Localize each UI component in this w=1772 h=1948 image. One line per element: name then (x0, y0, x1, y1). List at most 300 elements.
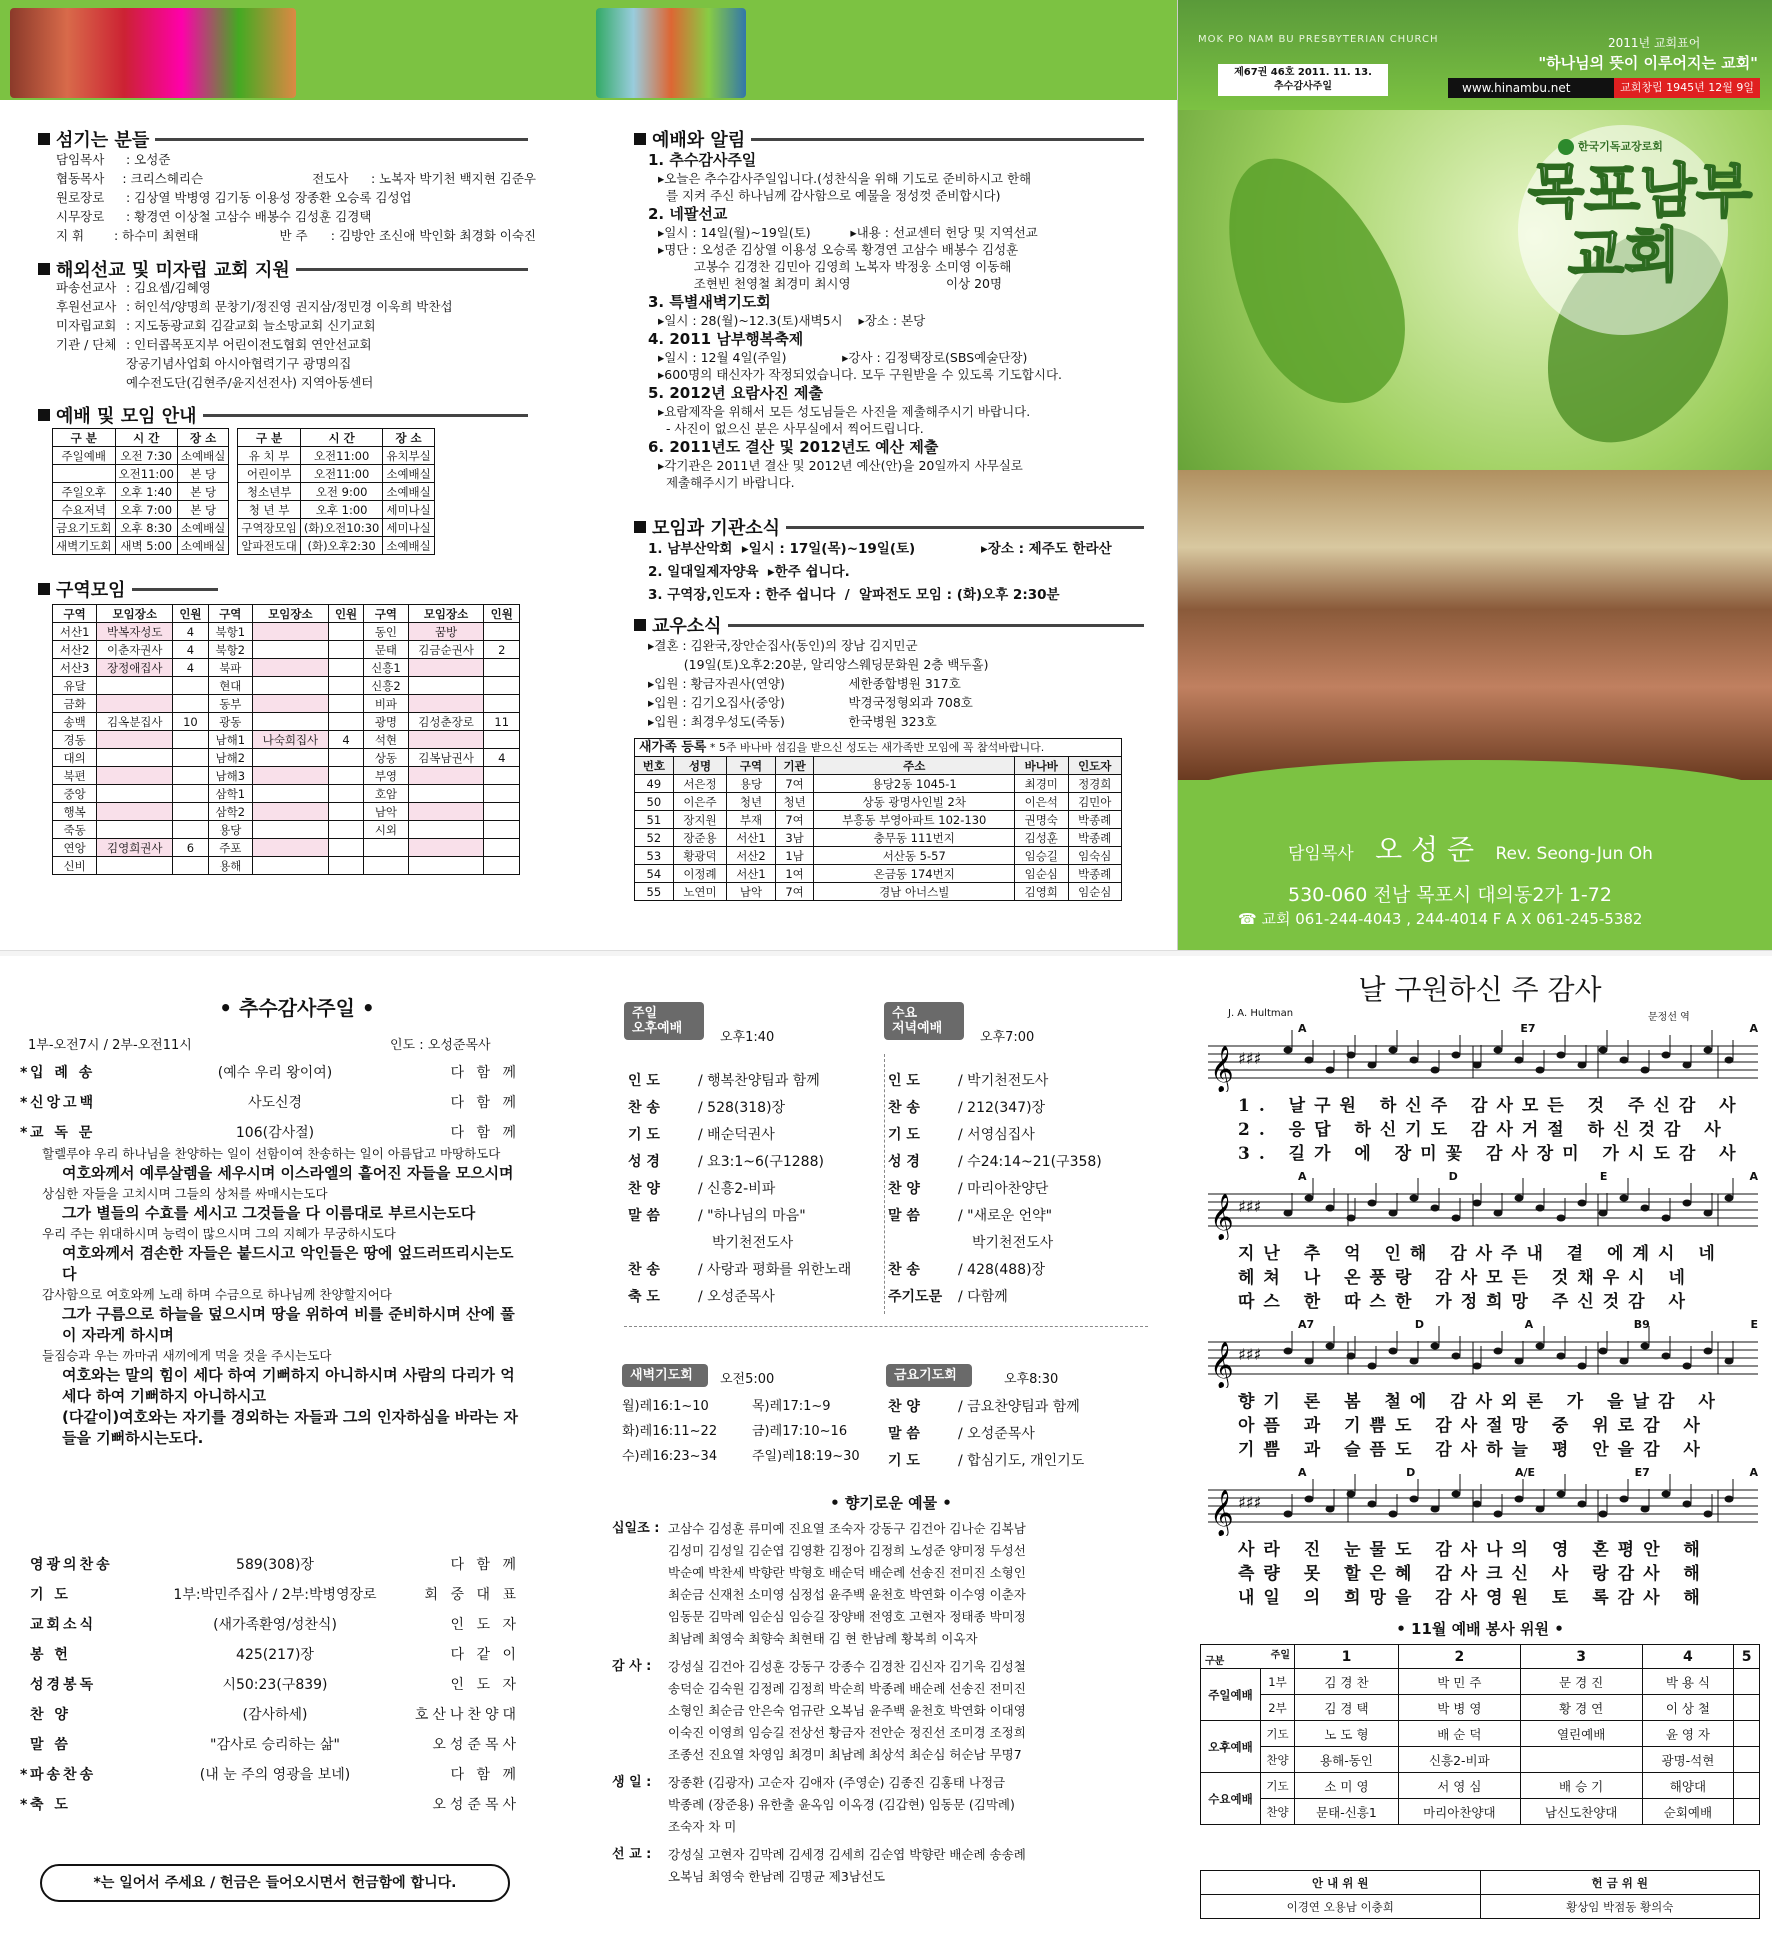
sunday-pm-label: 주일 오후예배 (624, 1002, 704, 1040)
table-cell: 6 (173, 839, 208, 857)
table-cell (328, 857, 363, 875)
announcement-line: ▸오늘은 추수감사주일입니다.(성찬식을 위해 기도로 준비하시고 한해 (658, 171, 1032, 186)
table-cell: 서산1 (53, 623, 97, 641)
reading-people: 여호와는 말의 힘이 세다 하여 기뻐하지 아니하시며 사람의 다리가 억세다 하여 기뻐하지 아니하시고 (62, 1366, 515, 1405)
duty-cell: 마리아찬양대 (1398, 1799, 1520, 1825)
row-value: : 김요셉/김혜영 (126, 280, 211, 295)
table-cell (252, 803, 328, 821)
offering-group (612, 1844, 1178, 1888)
meetings-list (648, 538, 1158, 607)
duty-cell: 소 미 영 (1295, 1773, 1399, 1799)
service-label: 기 도 (888, 1127, 920, 1143)
mission-title: 해외선교 및 미자립 교회 지원 (38, 256, 528, 282)
offering-line: 최남례 최영숙 최향숙 최현태 김 현 한남례 황복희 이옥자 (668, 1631, 978, 1646)
order-right: 다 함 께 (450, 1125, 520, 1141)
service-label: 기 도 (628, 1127, 660, 1143)
row-label2: 반 주 (279, 228, 308, 243)
table-cell: 김금순권사 (408, 641, 484, 659)
table-cell (328, 767, 363, 785)
order-label: 찬 양 (30, 1707, 71, 1723)
service-label: 축 도 (628, 1289, 660, 1305)
table-cell: 51 (635, 811, 674, 829)
table-cell: 임숙심 (1068, 847, 1122, 865)
table-cell (97, 785, 173, 803)
row-value2: : 김방안 조신애 박인화 최경화 이숙진 (330, 228, 536, 243)
table-cell: 1남 (775, 847, 814, 865)
table-cell: 오전11:00 (300, 465, 382, 483)
duty-cell: 박 민 주 (1398, 1669, 1520, 1695)
announcement-line: 제출해주시기 바랍니다. (658, 475, 795, 490)
worship-row (53, 501, 229, 519)
dawn-readings (622, 1394, 882, 1469)
chord-symbol: A (1749, 1466, 1758, 1479)
table-cell (97, 767, 173, 785)
table-cell: 석현 (364, 731, 408, 749)
reading-leader: 할렐루야 우리 하나님을 찬양하는 일이 선함이여 찬송하는 일이 아름답고 마땅하도다 (42, 1146, 501, 1161)
duty-header-row (1201, 1645, 1760, 1669)
row-value: : 황경연 이상철 고삼수 배봉수 김성훈 김경택 (126, 209, 372, 224)
note-head (1683, 1200, 1692, 1207)
table-cell: 구역장모임 (238, 519, 301, 537)
worship-row (53, 519, 229, 537)
star-mark (20, 1670, 30, 1700)
announcement-line: 를 지켜 주신 하나님께 감사함으로 예물을 정성껏 준비합시다) (658, 188, 1001, 203)
table-cell: 53 (635, 847, 674, 865)
district-row (53, 713, 520, 731)
fri-time: 오후8:30 (1004, 1372, 1059, 1387)
table-cell: 본 당 (177, 465, 228, 483)
newfamily-row (635, 865, 1122, 883)
note-head (1326, 1506, 1335, 1513)
star-mark (20, 1640, 30, 1670)
note-head (1284, 1511, 1293, 1518)
order-items-top (20, 1058, 530, 1148)
table-cell (252, 821, 328, 839)
duty-sub: 기도 (1261, 1773, 1295, 1799)
header-row (53, 605, 520, 623)
duty-sub: 1부 (1261, 1669, 1295, 1695)
offerings-list (612, 1518, 1178, 1894)
chord-row (1298, 1170, 1758, 1183)
table-cell: (화)오후2:30 (300, 537, 382, 555)
district-title: 구역모임 (38, 576, 218, 602)
table-cell: 중앙 (53, 785, 97, 803)
offering-names (668, 1656, 1026, 1766)
worship-title: 예배 및 모임 안내 (38, 402, 528, 428)
announcement-heading: 4. 2011 남부행복축제 (648, 330, 804, 348)
inside-left-page (0, 0, 1178, 954)
announcement-line: ▸일시 : 14일(월)~19일(토) ▸내용 : 선교센터 헌당 및 지역선교 (658, 225, 1038, 240)
duty-cell: 박 용 식 (1642, 1669, 1734, 1695)
note-head (1284, 1348, 1293, 1355)
table-cell (328, 749, 363, 767)
duty-cell: 열린예배 (1520, 1721, 1642, 1747)
service-value: / 다함께 (958, 1289, 1008, 1305)
note-head (1305, 1057, 1314, 1064)
order-item (20, 1088, 530, 1118)
table-cell: 북편 (53, 767, 97, 785)
service-row (628, 1230, 888, 1257)
service-row (628, 1176, 888, 1203)
table-cell: 삼학2 (208, 803, 252, 821)
duty-cell: 용해-동인 (1295, 1747, 1399, 1773)
note-head (1284, 1210, 1293, 1217)
table-cell: 삼학1 (208, 785, 252, 803)
table-cell (97, 821, 173, 839)
offering-line: 이숙진 이영희 임승길 전상선 황금자 전안순 정진선 조미경 조정희 (668, 1725, 1026, 1740)
order-label: 봉 헌 (30, 1647, 71, 1663)
wed-label: 수요 저녁예배 (884, 1002, 964, 1040)
table-cell: 서산2 (53, 641, 97, 659)
column-header: 인원 (173, 605, 208, 623)
offering-line: 오복님 최영숙 한남례 김명균 제3남선도 (668, 1869, 886, 1884)
table-cell: 임순심 (1068, 883, 1122, 901)
duty-cell (1734, 1721, 1760, 1747)
table-cell: 임순심 (1015, 865, 1068, 883)
note-head (1305, 1195, 1314, 1202)
table-cell (97, 803, 173, 821)
lyric-line: 1. 날구원 하신주 감사모든 것 주신감 사 (1238, 1096, 1745, 1116)
note-head (1368, 1200, 1377, 1207)
order-label: 신앙고백 (30, 1095, 97, 1111)
table-cell: 오전 9:00 (300, 483, 382, 501)
table-cell: 4 (173, 659, 208, 677)
order-right: 회 중 대 표 (424, 1587, 520, 1603)
district-row (53, 695, 520, 713)
row-label (56, 354, 126, 373)
table-cell: 주포 (208, 839, 252, 857)
order-item (20, 1760, 530, 1790)
table-cell: 오후 7:00 (115, 501, 177, 519)
table-cell: 50 (635, 793, 674, 811)
district-row (53, 821, 520, 839)
column-header: 장 소 (383, 429, 434, 447)
worship-row (238, 501, 434, 519)
reading-people: 여호와께서 겸손한 자들은 붙드시고 악인들은 땅에 엎드러뜨리시는도다 (62, 1244, 514, 1283)
service-label: 찬 송 (888, 1262, 920, 1278)
note-head (1620, 1358, 1629, 1365)
service-value: 박기천전도사 (972, 1235, 1054, 1251)
service-row (888, 1203, 1168, 1230)
table-cell: 노연미 (673, 883, 726, 901)
order-item (20, 1730, 530, 1760)
column-header: 장 소 (177, 429, 228, 447)
column-header: 성명 (673, 757, 726, 775)
offerings-title: • 향기로운 예물 • (830, 1494, 952, 1512)
table-cell (252, 713, 328, 731)
star-mark (20, 1610, 30, 1640)
row-value: : 인터콥목포지부 어린이전도협회 연안선교회 (126, 337, 372, 352)
service-label: 말 씀 (888, 1426, 920, 1442)
reading-people: 그가 별들의 수효를 세시고 그것들을 다 이름대로 부르시는도다 (62, 1204, 476, 1222)
offer-names: 황상임 박점동 황의숙 (1480, 1895, 1760, 1919)
table-cell (173, 785, 208, 803)
table-cell: 2 (484, 641, 520, 659)
reading-leader: 감사함으로 여호와께 노래 하며 수금으로 하나님께 찬양할지어다 (42, 1287, 392, 1302)
order-label: 교회소식 (30, 1617, 97, 1633)
order-item (20, 1670, 530, 1700)
note-head (1410, 1358, 1419, 1365)
table-cell: 금요기도회 (53, 519, 116, 537)
table-cell (484, 839, 520, 857)
table-cell: 54 (635, 865, 674, 883)
church-name-line1: 목포남부 (1528, 157, 1753, 225)
order-middle: (내 눈 주의 영광을 보네) (199, 1767, 351, 1783)
servers-list (56, 150, 536, 245)
worship-row (238, 447, 434, 465)
table-cell: 용당 (727, 775, 775, 793)
service-row (888, 1176, 1168, 1203)
offering-group (612, 1518, 1178, 1650)
star-mark (20, 1550, 30, 1580)
order-middle: 1부:박민주집사 / 2부:박병영장로 (173, 1587, 377, 1603)
row-label: 시무장로 (56, 209, 105, 224)
district-row (53, 803, 520, 821)
dawn-reading: 목)레17:1~9 (752, 1399, 831, 1414)
duty-cell: 노 도 형 (1295, 1721, 1399, 1747)
order-middle: 589(308)장 (236, 1557, 314, 1573)
order-items-bottom (20, 1550, 530, 1820)
column-header: 시 간 (115, 429, 177, 447)
table-cell: 남악 (364, 803, 408, 821)
chord-row (1298, 1318, 1758, 1331)
row-label (56, 373, 126, 392)
music-staff (1198, 1028, 1768, 1092)
chord-row (1298, 1466, 1758, 1479)
table-cell (328, 803, 363, 821)
announcements-title: 예배와 알림 (634, 126, 1144, 152)
offering-line: 최순금 신재천 소미영 심정섭 윤주백 윤천호 박연화 이수영 이춘자 (668, 1587, 1026, 1602)
row-label: 지 휘 (56, 228, 85, 243)
lyrics (1238, 1538, 1709, 1610)
table-cell: 용당2동 1045-1 (814, 775, 1015, 793)
lyrics (1238, 1094, 1745, 1166)
note-head (1368, 1062, 1377, 1069)
table-cell (328, 659, 363, 677)
note-head (1473, 1062, 1482, 1069)
service-row (888, 1421, 1168, 1448)
order-item (20, 1640, 530, 1670)
table-cell: 문태 (364, 641, 408, 659)
chord-symbol: A (1524, 1318, 1534, 1331)
note-head (1704, 1210, 1713, 1217)
newfamily-row (635, 793, 1122, 811)
star-mark (20, 1700, 30, 1730)
order-item (20, 1610, 530, 1640)
worship-row (53, 537, 229, 555)
worship-row (53, 465, 229, 483)
note-head (1431, 1343, 1440, 1350)
meeting-line: 3. 구역장,인도자 : 한주 쉽니다 / 알파전도 모임 : (화)오후 2:30분 (648, 587, 1060, 603)
row-value: 장공기념사업회 아시아협력기구 광명의집 (126, 356, 352, 371)
service-value: / 요3:1~6(구1288) (698, 1154, 824, 1170)
lyric-line: 내일 의 희망을 감사영원 토 록감사 해 (1238, 1588, 1709, 1608)
table-cell: 시외 (364, 821, 408, 839)
table-cell: 상동 (364, 749, 408, 767)
lyric-line: 향기 론 봄 철에 감사외론 가 을날감 사 (1238, 1392, 1724, 1412)
note-head (1515, 1496, 1524, 1503)
column-header: 구 분 (238, 429, 301, 447)
note-head (1704, 1047, 1713, 1054)
table-cell: 동인 (364, 623, 408, 641)
table-cell (484, 857, 520, 875)
table-cell: 유치부실 (383, 447, 434, 465)
offering-group (612, 1772, 1178, 1838)
table-cell (173, 857, 208, 875)
order-middle: 106(감사절) (235, 1125, 315, 1141)
seal-icon (1558, 139, 1574, 155)
news-title: 교우소식 (634, 612, 1144, 638)
key-signature-icon: ♯♯♯ (1238, 1493, 1262, 1512)
reading-people: 그가 구름으로 하늘을 덮으시며 땅을 위하여 비를 준비하시며 산에 풀이 자라게 하시며 (62, 1305, 515, 1344)
news-line: ▸입원 : 김기오집사(중앙) 박경국정형외과 708호 (648, 695, 973, 710)
table-cell: 52 (635, 829, 674, 847)
note-head (1431, 1205, 1440, 1212)
table-cell (252, 839, 328, 857)
chord-symbol: A (1749, 1170, 1758, 1183)
offering-names (668, 1844, 1026, 1888)
table-cell (328, 713, 363, 731)
table-cell (252, 659, 328, 677)
table-cell: 박종례 (1068, 829, 1122, 847)
table-cell: 장준용 (673, 829, 726, 847)
offering-line: 김성미 김성일 김순엽 김영환 김정아 김정희 노성준 양미정 두성선 (668, 1543, 1026, 1558)
table-cell (484, 785, 520, 803)
offering-category: 생 일 : (612, 1775, 652, 1790)
order-middle: 사도신경 (247, 1095, 303, 1111)
district-table (52, 604, 520, 875)
service-value: / 합심기도, 개인기도 (958, 1453, 1085, 1469)
leader: 인도 : 오성준목사 (390, 1038, 491, 1053)
guide-label: 안 내 위 원 (1201, 1871, 1481, 1895)
table-cell (408, 857, 484, 875)
table-cell: 소예배실 (177, 519, 228, 537)
music-staff (1198, 1324, 1768, 1388)
table-cell: 김영희권사 (97, 839, 173, 857)
service-row (888, 1068, 1168, 1095)
table-cell (173, 677, 208, 695)
note-head (1431, 1506, 1440, 1513)
service-value: / 528(318)장 (698, 1100, 786, 1116)
table-cell: 오후 1:00 (300, 501, 382, 519)
offering-category: 감 사 : (612, 1659, 652, 1674)
dawn-label: 새벽기도회 (622, 1364, 708, 1387)
duty-group: 오후예배 (1201, 1721, 1261, 1773)
hymn-title: 날 구원하신 주 감사 (1358, 973, 1602, 1006)
announcement-heading: 1. 추수감사주일 (648, 151, 757, 169)
star-mark: * (20, 1065, 28, 1081)
table-cell (173, 749, 208, 767)
table-cell: 남해3 (208, 767, 252, 785)
newfamily-block (634, 738, 1122, 901)
table-cell: 대의 (53, 749, 97, 767)
table-cell (252, 749, 328, 767)
congregation-photo (1178, 470, 1772, 780)
duty-cell: 윤 영 자 (1642, 1721, 1734, 1747)
address: 530-060 전남 목포시 대의동2가 1-72 (1288, 884, 1612, 906)
table-cell: 연앙 (53, 839, 97, 857)
duty-cell: 황 경 연 (1520, 1695, 1642, 1721)
chord-symbol: E7 (1634, 1466, 1650, 1479)
hymn-system (1198, 1022, 1768, 1170)
district-row (53, 659, 520, 677)
note-head (1452, 1215, 1461, 1222)
table-cell: 김옥분집사 (97, 713, 173, 731)
table-cell: 이춘자권사 (97, 641, 173, 659)
table-cell: 남해2 (208, 749, 252, 767)
table-cell (484, 803, 520, 821)
list-row (56, 207, 536, 226)
note-head (1599, 1210, 1608, 1217)
table-cell: 송백 (53, 713, 97, 731)
order-label: 기 도 (30, 1587, 71, 1603)
website[interactable]: www.hinambu.net (1462, 81, 1571, 95)
order-label: 영광의찬송 (30, 1557, 113, 1573)
offering-line: 장종환 (김광자) 고순자 김애자 (주영순) 김종진 김홍태 나정금 (668, 1775, 1006, 1790)
meetings-title: 모임과 기관소식 (634, 514, 1144, 540)
district-row (53, 731, 520, 749)
chord-symbol: A7 (1298, 1318, 1315, 1331)
duty-footer-table (1200, 1870, 1760, 1919)
row-label: 미자립교회 (56, 318, 117, 333)
announcement-line: ▸명단 : 오성준 김상열 이용성 오승록 황경연 고삼수 배봉수 김성훈 (658, 242, 1019, 257)
list-row (56, 150, 536, 169)
announcement-line: 고봉수 김경찬 김민아 김영희 노복자 박정웅 소미영 이동해 (658, 259, 1012, 274)
table-cell: 북항1 (208, 623, 252, 641)
table-cell: 주일오후 (53, 483, 116, 501)
chord-symbol: D (1414, 1318, 1424, 1331)
table-cell (408, 821, 484, 839)
note-head (1389, 1047, 1398, 1054)
row-label2: 전도사 (312, 171, 349, 186)
column-header: 모임장소 (408, 605, 484, 623)
note-head (1641, 1067, 1650, 1074)
table-cell: 어린이부 (238, 465, 301, 483)
star-mark: * (20, 1095, 28, 1111)
service-value: / 마리아찬양단 (958, 1181, 1049, 1197)
worship-row (53, 447, 229, 465)
table-cell: 용해 (208, 857, 252, 875)
note-head (1326, 1067, 1335, 1074)
order-right: 인 도 자 (450, 1617, 520, 1633)
order-label: 입 례 송 (30, 1065, 96, 1081)
treble-clef-icon: 𝄞 (1210, 1490, 1234, 1536)
service-value: / 금요찬양팀과 함께 (958, 1399, 1080, 1415)
table-cell: 박종례 (1068, 865, 1122, 883)
column-header: 구역 (208, 605, 252, 623)
service-value: / 수24:14~21(구358) (958, 1154, 1102, 1170)
service-label: 인 도 (888, 1073, 920, 1089)
music-staff (1198, 1472, 1768, 1536)
mission-list (56, 278, 536, 392)
table-cell: 남해1 (208, 731, 252, 749)
offering-category: 십일조 : (612, 1521, 660, 1536)
service-value: / 행복찬양팀과 함께 (698, 1073, 820, 1089)
order-right: 다 함 께 (450, 1065, 520, 1081)
service-row (628, 1095, 888, 1122)
table-cell: 이정례 (673, 865, 726, 883)
district-row (53, 767, 520, 785)
note-head (1641, 1506, 1650, 1513)
table-cell: 경남 아너스빌 (814, 883, 1015, 901)
note-head (1536, 1343, 1545, 1350)
duty-cell (1520, 1747, 1642, 1773)
offering-names (668, 1518, 1026, 1650)
table-cell (408, 803, 484, 821)
church-english-name: MOK PO NAM BU PRESBYTERIAN CHURCH (1198, 34, 1439, 45)
table-cell: 경동 (53, 731, 97, 749)
duty-cell: 이 상 철 (1642, 1695, 1734, 1721)
